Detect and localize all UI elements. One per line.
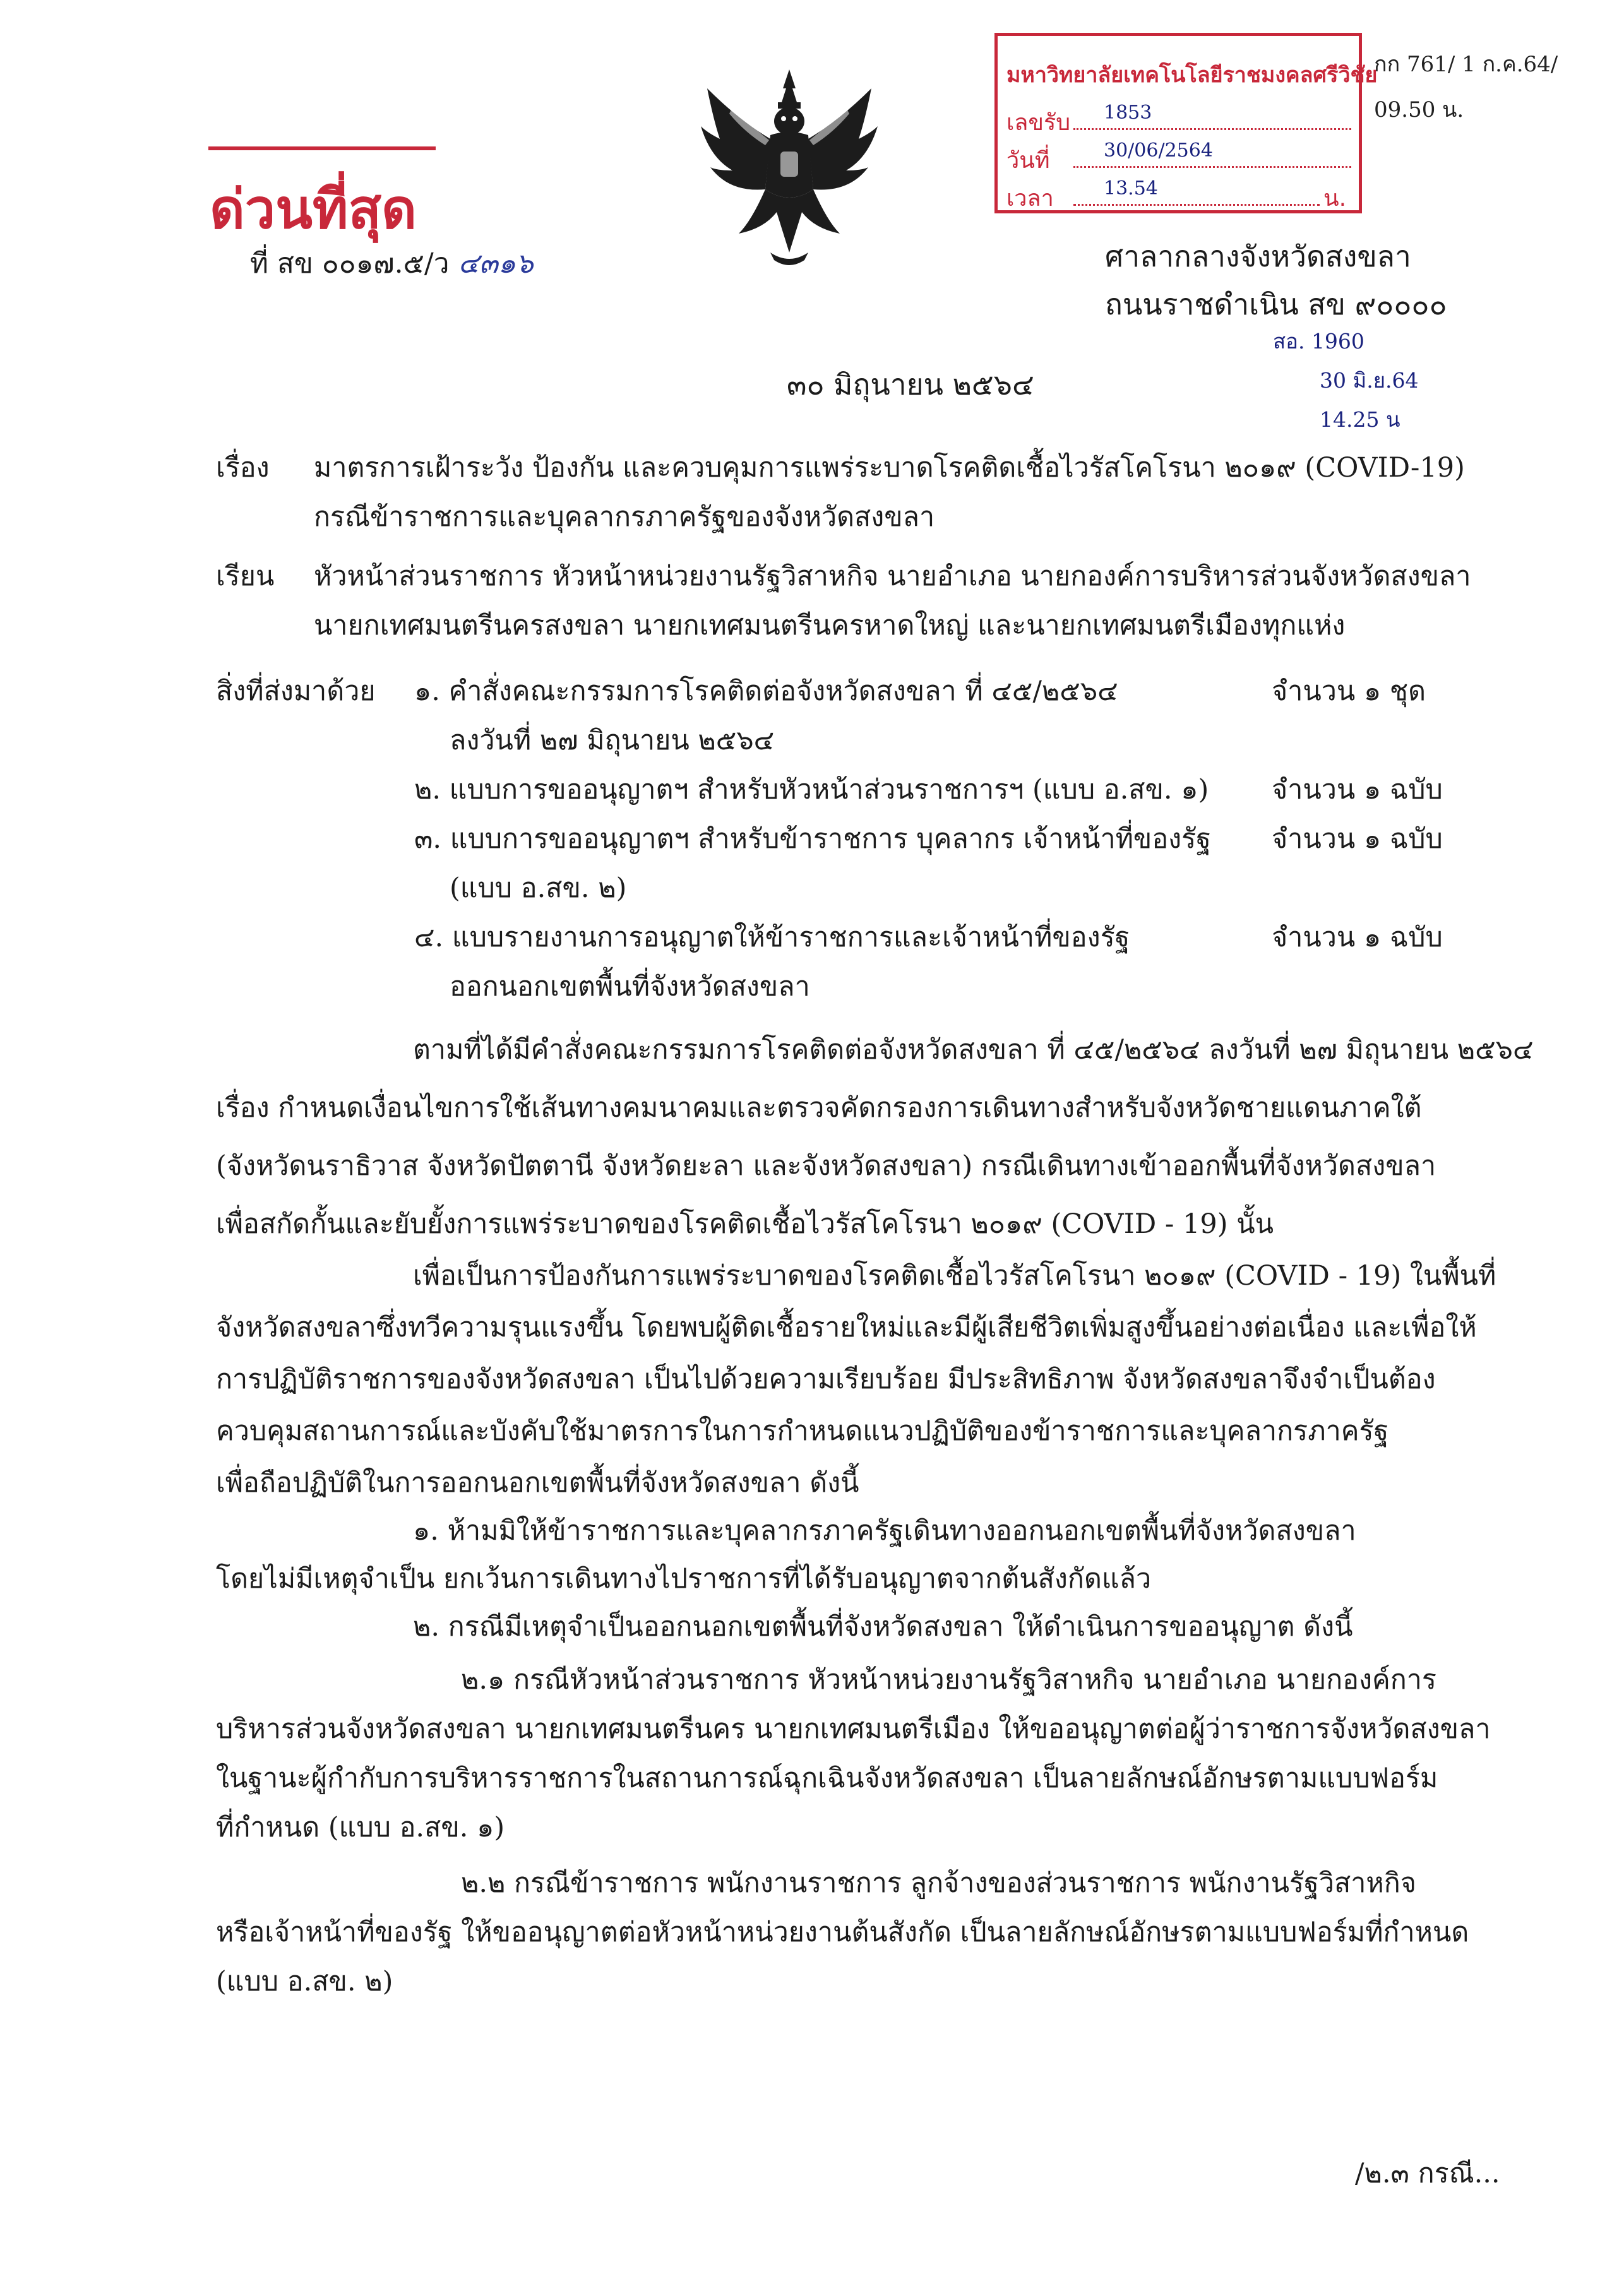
to-line1: หัวหน้าส่วนราชการ หัวหน้าหน่วยงานรัฐวิสาหกิจ นายอำเภอ นายกองค์การบริหารส่วนจังหวัดสงขลา — [314, 561, 1471, 592]
side-note-line1: กก 761/ 1 ก.ค.64/ — [1374, 52, 1558, 77]
body-paragraph-6-line-1: ๒.๒ กรณีข้าราชการ พนักงานราชการ ลูกจ้างของส่วนราชการ พนักงานรัฐวิสาหกิจ — [461, 1867, 1416, 1899]
enclosure-item-3-cont: (แบบ อ.สข. ๒) — [450, 872, 627, 904]
to-label: เรียน — [216, 561, 275, 592]
to-line2: นายกเทศมนตรีนครสงขลา นายกเทศมนตรีนครหาดใหญ่ และนายกเทศมนตรีเมืองทุกแห่ง — [314, 610, 1346, 641]
receive-stamp-org: มหาวิทยาลัยเทคโนโลยีราชมงคลศรีวิชัย — [1006, 62, 1378, 88]
body-paragraph-2-line-1: เพื่อเป็นการป้องกันการแพร่ระบาดของโรคติดเชื้อไวรัสโคโรนา ๒๐๑๙ (COVID - 19) ในพื้นที่ — [413, 1260, 1496, 1292]
receive-time-value: 13.54 — [1104, 177, 1158, 199]
enclosure-item-1-cont: ลงวันที่ ๒๗ มิถุนายน ๒๕๖๔ — [450, 725, 775, 756]
body-paragraph-5-line-1: ๒.๑ กรณีหัวหน้าส่วนราชการ หัวหน้าหน่วยงานรัฐวิสาหกิจ นายอำเภอ นายกองค์การ — [461, 1664, 1436, 1696]
document-number-handwritten: ๔๓๑๖ — [458, 247, 534, 280]
garuda-emblem-icon — [695, 63, 884, 271]
body-paragraph-1-line-4: เพื่อสกัดกั้นและยับยั้งการแพร่ระบาดของโรคติดเชื้อไวรัสโคโรนา ๒๐๑๙ (COVID - 19) นั้น — [216, 1208, 1274, 1240]
receive-number-line — [1073, 128, 1351, 130]
enclosures-label: สิ่งที่ส่งมาด้วย — [216, 675, 376, 707]
body-paragraph-1-line-3: (จังหวัดนราธิวาส จังหวัดปัตตานี จังหวัดยะลา และจังหวัดสงขลา) กรณีเดินทางเข้าออกพื้นที่จังหวัดสงขลา — [216, 1150, 1436, 1182]
body-paragraph-5-line-3: ในฐานะผู้กำกับการบริหารราชการในสถานการณ์ฉุกเฉินจังหวัดสงขลา เป็นลายลักษณ์อักษรตามแบบฟอร์ม — [216, 1763, 1438, 1794]
body-paragraph-3-line-1: ๑. ห้ามมิให้ข้าราชการและบุคลากรภาครัฐเดินทางออกนอกเขตพื้นที่จังหวัดสงขลา — [413, 1515, 1356, 1547]
sao-note-line2: 30 มิ.ย.64 — [1320, 368, 1419, 393]
document-number-prefix: ที่ สข ๐๐๑๗.๕/ว — [250, 247, 450, 280]
body-paragraph-5-line-4: ที่กำหนด (แบบ อ.สข. ๑) — [216, 1812, 505, 1843]
sao-note-line1: สอ. 1960 — [1273, 329, 1364, 354]
body-paragraph-4: ๒. กรณีมีเหตุจำเป็นออกนอกเขตพื้นที่จังหวัดสงขลา ให้ดำเนินการขออนุญาต ดังนี้ — [413, 1611, 1353, 1643]
office-name: ศาลากลางจังหวัดสงขลา — [1105, 239, 1411, 273]
receive-time-label: เวลา — [1006, 186, 1054, 211]
receive-time-line — [1073, 204, 1320, 206]
body-paragraph-3-line-2: โดยไม่มีเหตุจำเป็น ยกเว้นการเดินทางไปราชการที่ได้รับอนุญาตจากต้นสังกัดแล้ว — [216, 1563, 1152, 1595]
enclosure-item-4-cont: ออกนอกเขตพื้นที่จังหวัดสงขลา — [450, 971, 810, 1002]
enclosure-item-1-qty: จำนวน ๑ ชุด — [1272, 675, 1426, 707]
enclosure-item-2: ๒. แบบการขออนุญาตฯ สำหรับหัวหน้าส่วนราชการฯ (แบบ อ.สข. ๑) — [414, 774, 1209, 806]
receive-date-label: วันที่ — [1006, 148, 1050, 174]
receive-date-line — [1073, 166, 1351, 168]
enclosure-item-1: ๑. คำสั่งคณะกรรมการโรคติดต่อจังหวัดสงขลา ที่ ๔๕/๒๕๖๔ — [414, 675, 1118, 707]
body-paragraph-6-line-2: หรือเจ้าหน้าที่ของรัฐ ให้ขออนุญาตต่อหัวหน้าหน่วยงานต้นสังกัด เป็นลายลักษณ์อักษรตามแบบฟอร์มที่กำหนด — [216, 1917, 1469, 1948]
document-date: ๓๐ มิถุนายน ๒๕๖๔ — [787, 367, 1034, 402]
enclosure-item-2-qty: จำนวน ๑ ฉบับ — [1272, 774, 1443, 806]
document-number — [250, 241, 534, 285]
body-paragraph-2-line-2: จังหวัดสงขลาซึ่งทวีความรุนแรงขึ้น โดยพบผู้ติดเชื้อรายใหม่และมีผู้เสียชีวิตเพิ่มสูงขึ้นอย่างต่อเนื่อง และเพื่อให้ — [216, 1312, 1477, 1343]
body-paragraph-1-line-2: เรื่อง กำหนดเงื่อนไขการใช้เส้นทางคมนาคมและตรวจคัดกรองการเดินทางสำหรับจังหวัดชายแดนภาคใต้ — [216, 1092, 1422, 1124]
body-paragraph-2-line-3: การปฏิบัติราชการของจังหวัดสงขลา เป็นไปด้วยความเรียบร้อย มีประสิทธิภาพ จังหวัดสงขลาจึงจำเป็นต้อง — [216, 1364, 1436, 1395]
continued-marker: /๒.๓ กรณี... — [1355, 2158, 1500, 2189]
receive-time-unit: น. — [1323, 186, 1347, 211]
body-paragraph-2-line-5: เพื่อถือปฏิบัติในการออกนอกเขตพื้นที่จังหวัดสงขลา ดังนี้ — [216, 1467, 859, 1499]
side-note-line2: 09.50 น. — [1374, 97, 1464, 122]
body-paragraph-5-line-2: บริหารส่วนจังหวัดสงขลา นายกเทศมนตรีนคร นายกเทศมนตรีเมือง ให้ขออนุญาตต่อผู้ว่าราชการจังหวัดสงขลา — [216, 1713, 1491, 1745]
enclosure-item-4-qty: จำนวน ๑ ฉบับ — [1272, 922, 1443, 953]
receive-date-value: 30/06/2564 — [1104, 140, 1213, 162]
office-road: ถนนราชดำเนิน สข ๙๐๐๐๐ — [1105, 287, 1447, 321]
receive-number-value: 1853 — [1104, 102, 1152, 124]
receive-number-label: เลขรับ — [1006, 110, 1071, 136]
enclosure-item-4: ๔. แบบรายงานการอนุญาตให้ข้าราชการและเจ้าหน้าที่ของรัฐ — [414, 922, 1130, 953]
subject-line1: มาตรการเฝ้าระวัง ป้องกัน และควบคุมการแพร่ระบาดโรคติดเชื้อไวรัสโคโรนา ๒๐๑๙ (COVID-19) — [314, 452, 1465, 484]
subject-line2: กรณีข้าราชการและบุคลากรภาครัฐของจังหวัดสงขลา — [314, 501, 935, 533]
body-paragraph-6-line-3: (แบบ อ.สข. ๒) — [216, 1966, 393, 1997]
body-paragraph-1-line-1: ตามที่ได้มีคำสั่งคณะกรรมการโรคติดต่อจังหวัดสงขลา ที่ ๔๕/๒๕๖๔ ลงวันที่ ๒๗ มิถุนายน ๒๕๖๔ — [413, 1034, 1534, 1066]
subject-label: เรื่อง — [216, 452, 270, 484]
urgency-stamp-line — [208, 146, 436, 150]
receive-stamp — [994, 33, 1378, 213]
enclosure-item-3-qty: จำนวน ๑ ฉบับ — [1272, 823, 1443, 855]
urgency-stamp: ด่วนที่สุด — [210, 178, 417, 241]
enclosure-item-3: ๓. แบบการขออนุญาตฯ สำหรับข้าราชการ บุคลากร เจ้าหน้าที่ของรัฐ — [414, 823, 1211, 855]
body-paragraph-2-line-4: ควบคุมสถานการณ์และบังคับใช้มาตรการในการกำหนดแนวปฏิบัติของข้าราชการและบุคลากรภาครัฐ — [216, 1415, 1389, 1447]
sao-note-line3: 14.25 น — [1320, 407, 1400, 432]
